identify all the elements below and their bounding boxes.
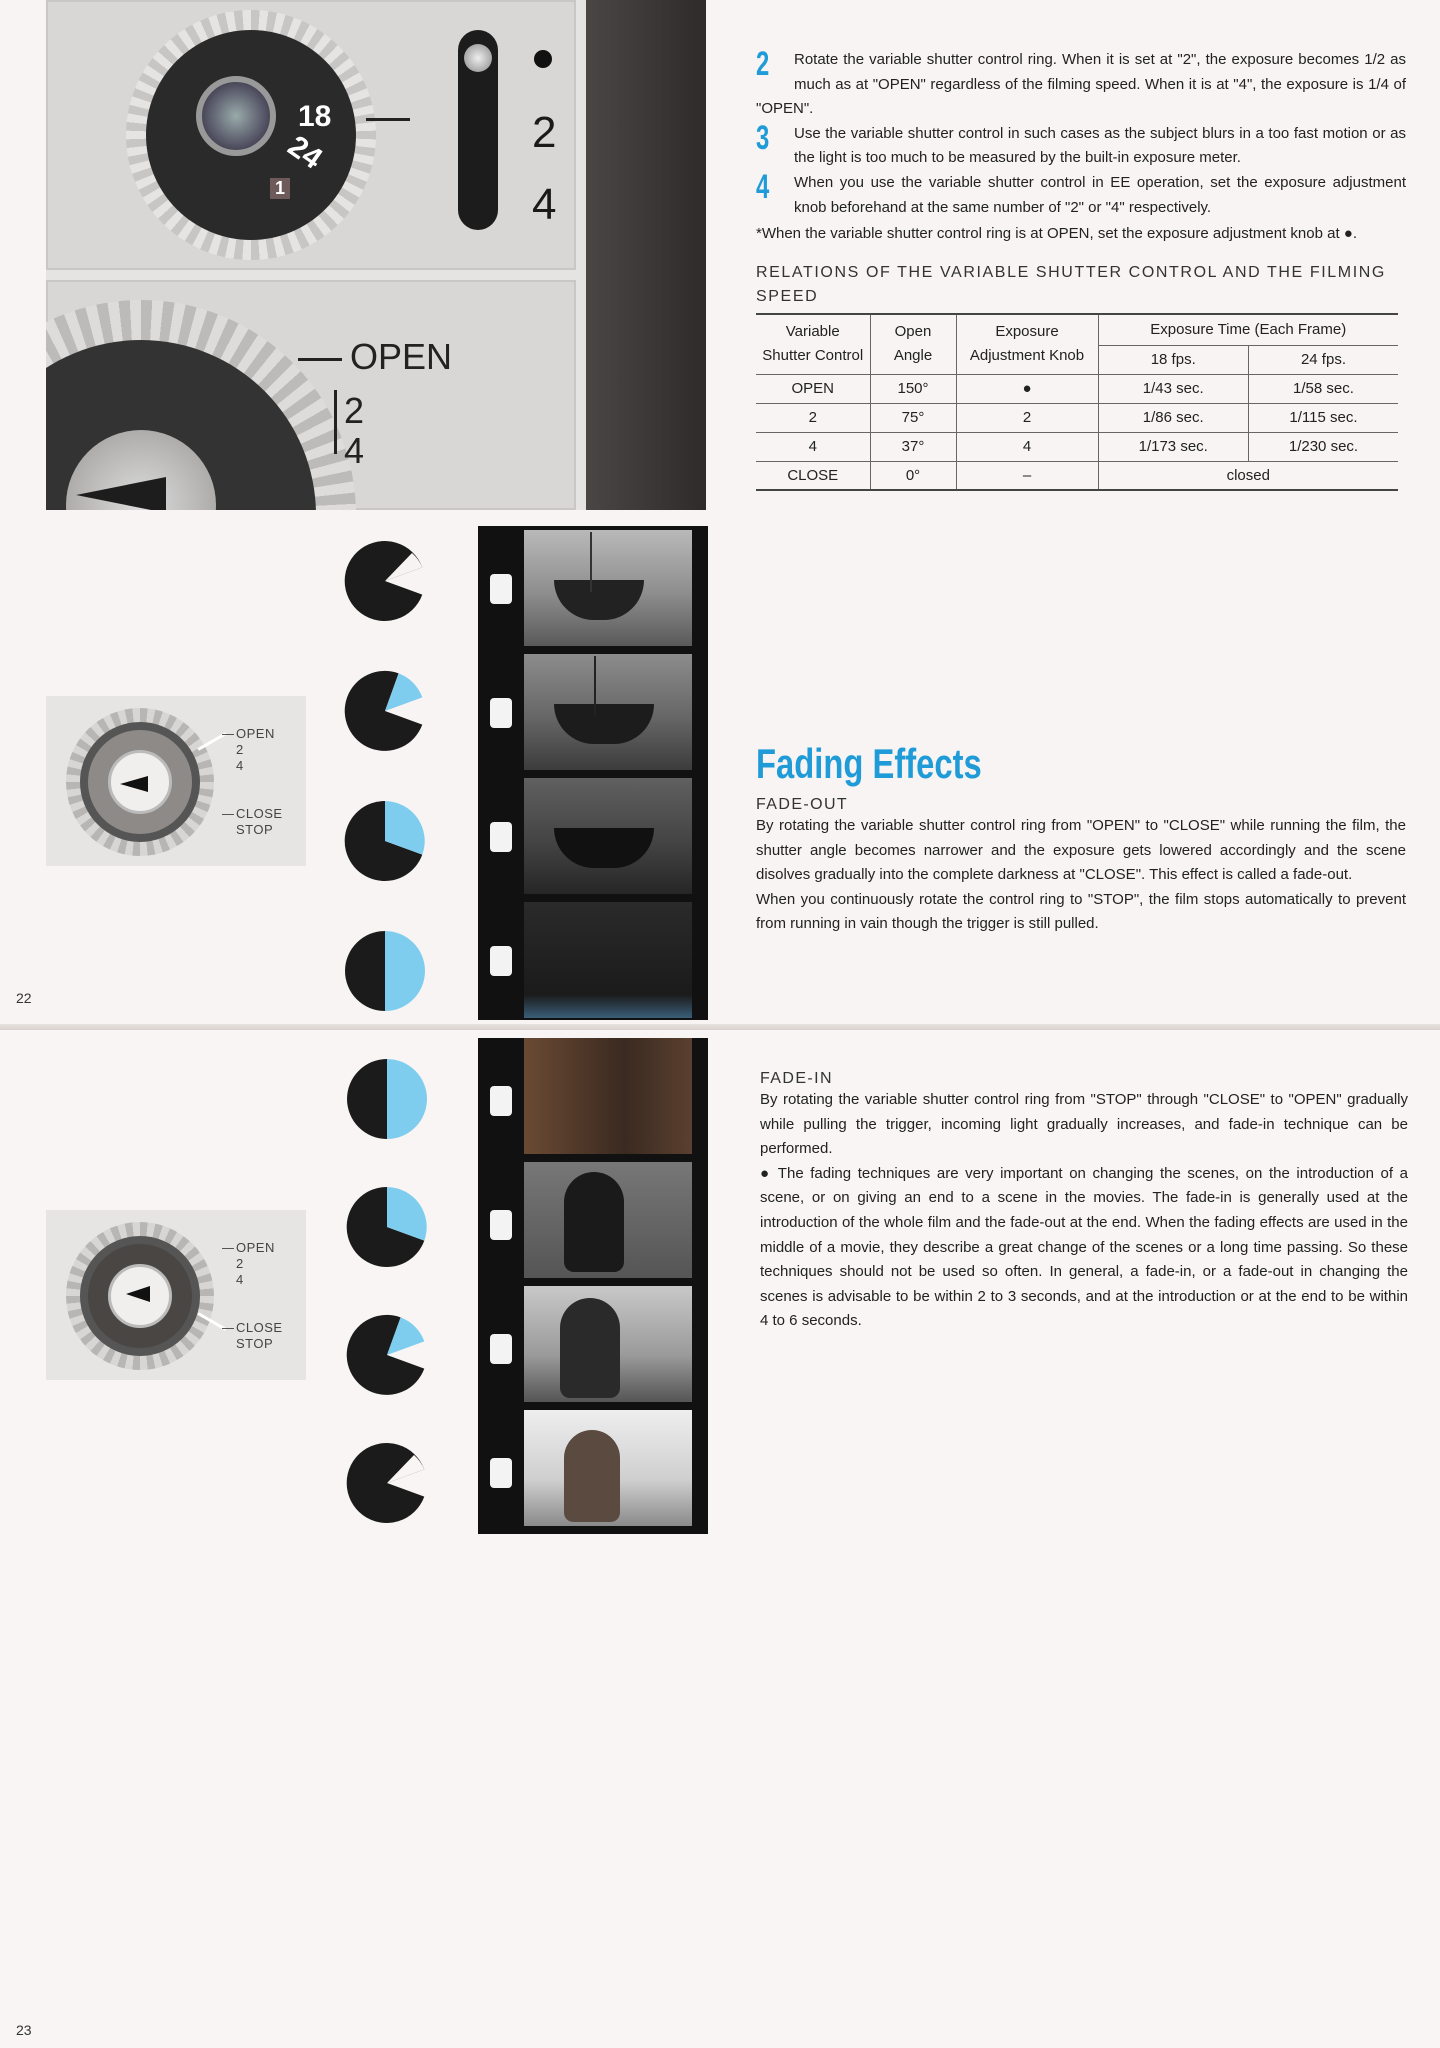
shutter-4-icon: [342, 798, 428, 884]
ring-label-2: 2: [344, 390, 365, 431]
cell-18fps: 1/86 sec.: [1098, 403, 1248, 432]
page-number: 22: [16, 990, 32, 1006]
fade-out-paragraph: By rotating the variable shutter control ring from "OPEN" to "CLOSE" while running the film, the shutter angle becomes narrower and the exposure gets lowered accordingly and the scene disolves gradually into the complete darkness at "CLOSE". This effect is called a fade-out.: [756, 817, 1406, 884]
small-dial-fade-in: [46, 1210, 306, 1380]
table-row: [756, 432, 1398, 461]
fading-effects-title: Fading Effects: [756, 740, 982, 787]
cell-control: CLOSE: [756, 461, 870, 490]
tick-open: [222, 734, 234, 735]
shutter-close-icon: [342, 928, 428, 1014]
shutter-close-icon: [344, 1440, 430, 1526]
cell-angle: 75°: [870, 403, 956, 432]
fade-out-stop-paragraph: When you continuously rotate the control ring to "STOP", the film stops automatically to prevent from running in vain though the trigger is still pulled.: [756, 890, 1406, 933]
film-strip-fade-out: [478, 526, 708, 1020]
speed-24: 24: [281, 129, 329, 176]
sd-label-open: OPEN: [236, 1240, 275, 1255]
film-frame-sailboat-4: [524, 902, 692, 1018]
header-open-angle: Open Angle: [870, 314, 956, 375]
fading-technique-paragraph: ● The fading techniques are very important on changing the scenes, on the introduction of a scene, or on giving an end to a scene in the movies. The fade-in is generally used at the introduction of the whole film and the fade-out at the end. When the fading effects are used in the middle of a movie, they describe a great change of the scenes or a long time passing. So these techniques should not be used so often. In general, a fade-in, or a fade-out in changing the scenes is advisable to be within 2 to 3 seconds, and at the introduction or at the end to be within 4 to 6 seconds.: [760, 1164, 1408, 1330]
shutter-open-icon: [344, 1056, 430, 1142]
sd-label-stop: STOP: [236, 822, 274, 837]
table-row: [756, 403, 1398, 432]
sd-label-2: 2: [236, 742, 244, 757]
camera-body-side: [586, 0, 706, 510]
step-2: [756, 45, 1406, 122]
cell-24fps: 1/58 sec.: [1248, 374, 1398, 403]
cell-control: 2: [756, 403, 870, 432]
girl-silhouette: [560, 1298, 620, 1398]
step-text: When you use the variable shutter control in EE operation, set the exposure adjustment knob beforehand at the same number of "2" or "4" respectively.: [794, 173, 1406, 216]
sprocket-hole: [490, 1086, 512, 1116]
cell-knob: 4: [956, 432, 1098, 461]
boat-shape: [554, 828, 654, 868]
table-title: RELATIONS OF THE VARIABLE SHUTTER CONTROL AND THE FILMING SPEED: [756, 263, 1386, 305]
exposure-knob-icon: [464, 44, 492, 72]
open-note: *When the variable shutter control ring is at OPEN, set the exposure adjustment knob at ●.: [756, 225, 1358, 243]
header-exposure-knob: Exposure Adjustment Knob: [956, 314, 1098, 375]
camera-closeup-photo: [46, 0, 706, 510]
cell-24fps: 1/230 sec.: [1248, 432, 1398, 461]
speed-1: 1: [270, 178, 290, 199]
cell-angle: 0°: [870, 461, 956, 490]
boat-shape: [554, 580, 644, 620]
sd-label-close: CLOSE: [236, 806, 283, 821]
girl-silhouette: [564, 1430, 620, 1522]
page-23: [0, 1030, 1440, 2048]
sprocket-hole: [490, 1458, 512, 1488]
open-dot-icon: [534, 50, 552, 68]
cell-18fps: 1/173 sec.: [1098, 432, 1248, 461]
sprocket-hole: [490, 822, 512, 852]
step-text: Use the variable shutter control in such cases as the subject blurs in a too fast motion or as the light is too much to be measured by the built-in exposure meter.: [794, 124, 1406, 167]
shutter-instructions: [756, 45, 1406, 491]
film-frame-girl-2: [524, 1162, 692, 1278]
small-pointer-icon: [120, 776, 148, 792]
table-header-row: [756, 314, 1398, 346]
cell-18fps: 1/43 sec.: [1098, 374, 1248, 403]
film-frame-sailboat-2: [524, 654, 692, 770]
shutter-2-icon: [344, 1312, 430, 1398]
film-frame-girl-4: [524, 1410, 692, 1526]
fade-out-heading: FADE-OUT: [756, 796, 849, 813]
film-strip-fade-in: [478, 1038, 708, 1534]
fading-effects-section: [756, 740, 1406, 937]
step-text: Rotate the variable shutter control ring. When it is set at "2", the exposure becomes 1/2 as much as at "OPEN" regardless of the filming speed. When it is at "4", the exposure is 1/4 of "OPEN".: [756, 51, 1406, 118]
tick-open: [222, 1248, 234, 1249]
tick-close: [222, 1328, 234, 1329]
film-frame-girl-3: [524, 1286, 692, 1402]
film-frame-sailboat-1: [524, 530, 692, 646]
sprocket-hole: [490, 698, 512, 728]
sd-label-4: 4: [236, 758, 244, 773]
sprocket-hole: [490, 946, 512, 976]
cell-control: 4: [756, 432, 870, 461]
step-3: [756, 118, 1406, 171]
cell-angle: 37°: [870, 432, 956, 461]
header-18fps: 18 fps.: [1098, 345, 1248, 374]
ring-bracket: [334, 390, 337, 454]
speed-18: 18: [298, 100, 332, 133]
cell-angle: 150°: [870, 374, 956, 403]
small-dial-fade-out: [46, 696, 306, 866]
fade-in-paragraph: By rotating the variable shutter control ring from "STOP" through "CLOSE" to "OPEN" gradually while pulling the trigger, incoming light gradually increases, and fade-in technique can be performed.: [760, 1091, 1408, 1158]
step-number: 3: [756, 118, 770, 157]
sprocket-hole: [490, 574, 512, 604]
dial-index-line: [366, 118, 410, 121]
step-number: 2: [756, 45, 770, 83]
cell-knob: 2: [956, 403, 1098, 432]
girl-silhouette: [564, 1172, 624, 1272]
cell-control: OPEN: [756, 374, 870, 403]
fade-in-section: [760, 1070, 1408, 1334]
shutter-4-icon: [344, 1184, 430, 1270]
shutter-2-icon: [342, 668, 428, 754]
header-24fps: 24 fps.: [1248, 345, 1398, 374]
slot-mark-4: 4: [532, 180, 557, 229]
pointer-icon: [76, 477, 166, 510]
fade-in-heading: FADE-IN: [760, 1070, 833, 1087]
mast-shape: [590, 532, 592, 592]
page-number: 23: [16, 2022, 32, 2038]
ring-label-4: 4: [344, 430, 365, 471]
shutter-relations-table: [756, 313, 1398, 492]
film-frame-sailboat-3: [524, 778, 692, 894]
sd-label-close: CLOSE: [236, 1320, 283, 1335]
sd-label-stop: STOP: [236, 1336, 274, 1351]
sprocket-hole: [490, 1334, 512, 1364]
open-line: [298, 358, 342, 361]
boat-shape: [554, 704, 654, 744]
table-row: [756, 374, 1398, 403]
cell-closed: closed: [1098, 461, 1398, 490]
cell-knob: ●: [956, 374, 1098, 403]
slot-mark-2: 2: [532, 108, 557, 157]
small-pointer-icon: [126, 1286, 150, 1302]
cell-24fps: 1/115 sec.: [1248, 403, 1398, 432]
shutter-open-icon: [342, 538, 428, 624]
cell-knob: –: [956, 461, 1098, 490]
step-4: [756, 167, 1406, 220]
mast-shape: [594, 656, 596, 716]
film-frame-girl-1: [524, 1038, 692, 1154]
header-variable-shutter: Variable Shutter Control: [756, 314, 870, 375]
table-row: [756, 461, 1398, 490]
step-number: 4: [756, 167, 770, 206]
dial-lens-icon: [196, 76, 276, 156]
tick-close: [222, 814, 234, 815]
sd-label-4: 4: [236, 1272, 244, 1287]
sd-label-open: OPEN: [236, 726, 275, 741]
sprocket-hole: [490, 1210, 512, 1240]
header-exposure-time: Exposure Time (Each Frame): [1098, 314, 1398, 346]
ring-label-open: OPEN: [350, 336, 453, 377]
sd-label-2: 2: [236, 1256, 244, 1271]
